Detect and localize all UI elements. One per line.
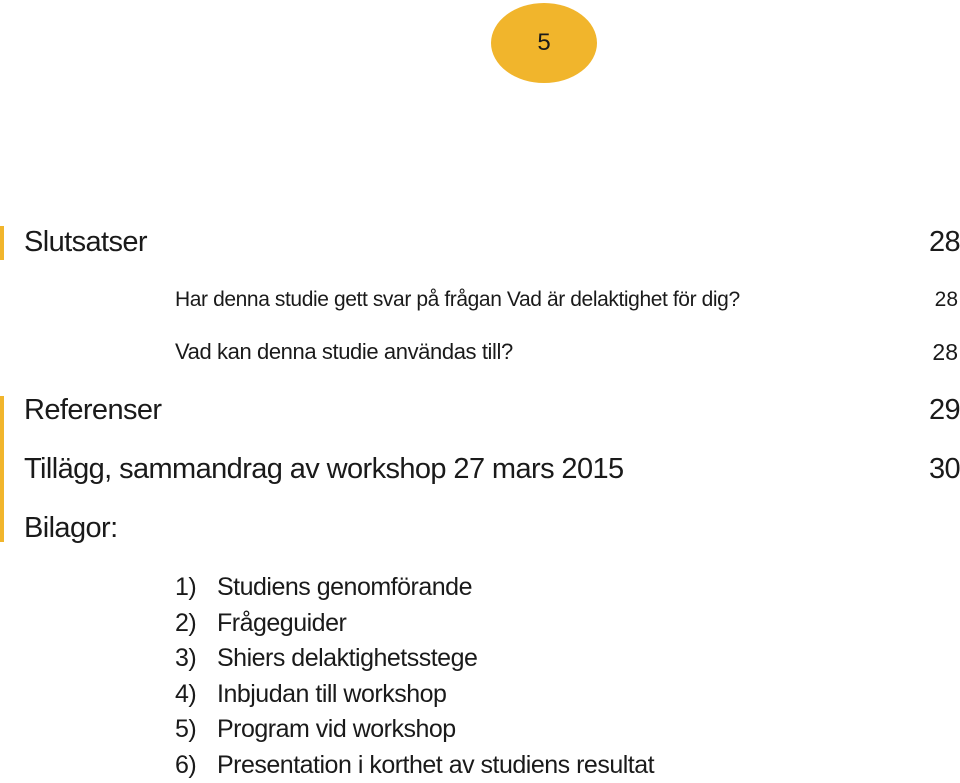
attachment-label: Studiens genomförande (217, 573, 472, 601)
page-number: 5 (537, 29, 550, 57)
toc-subtitle-2: Vad kan denna studie användas till? (175, 339, 513, 365)
attachment-number: 5) (175, 712, 217, 748)
attachment-item[interactable] (175, 748, 654, 783)
attachment-number: 6) (175, 748, 217, 783)
attachment-label: Program vid workshop (217, 715, 456, 743)
toc-page-slutsatser: 28 (929, 226, 960, 259)
toc-entry-slutsatser[interactable] (0, 226, 960, 262)
attachment-number: 4) (175, 677, 217, 713)
toc-subentry-1[interactable] (0, 288, 960, 316)
toc-page-referenser: 29 (929, 394, 960, 427)
attachment-item[interactable] (175, 712, 654, 748)
toc-title-bilagor: Bilagor: (24, 512, 118, 545)
attachment-label: Inbjudan till workshop (217, 680, 446, 708)
attachments-list (175, 570, 654, 783)
attachment-number: 1) (175, 570, 217, 606)
toc-entry-tillagg[interactable] (0, 453, 960, 489)
toc-title-slutsatser: Slutsatser (24, 226, 147, 259)
attachment-item[interactable] (175, 677, 654, 713)
page-number-badge (491, 3, 597, 83)
attachment-item[interactable] (175, 606, 654, 642)
toc-title-tillagg: Tillägg, sammandrag av workshop 27 mars 2015 (24, 453, 624, 486)
toc-subentry-2[interactable] (0, 339, 960, 369)
toc-page-tillagg: 30 (929, 453, 960, 486)
toc-subpage-2: 28 (932, 339, 958, 366)
attachment-label: Presentation i korthet av studiens resultat (217, 751, 654, 779)
attachment-number: 3) (175, 641, 217, 677)
toc-subpage-1: 28 (935, 288, 958, 312)
attachment-label: Shiers delaktighetsstege (217, 644, 477, 672)
attachment-item[interactable] (175, 641, 654, 677)
attachment-item[interactable] (175, 570, 654, 606)
attachment-label: Frågeguider (217, 609, 346, 637)
attachment-number: 2) (175, 606, 217, 642)
toc-entry-referenser[interactable] (0, 394, 960, 430)
toc-title-referenser: Referenser (24, 394, 161, 427)
toc-subtitle-1: Har denna studie gett svar på frågan Vad är delaktighet för dig? (175, 288, 740, 312)
toc-entry-bilagor (0, 512, 960, 548)
